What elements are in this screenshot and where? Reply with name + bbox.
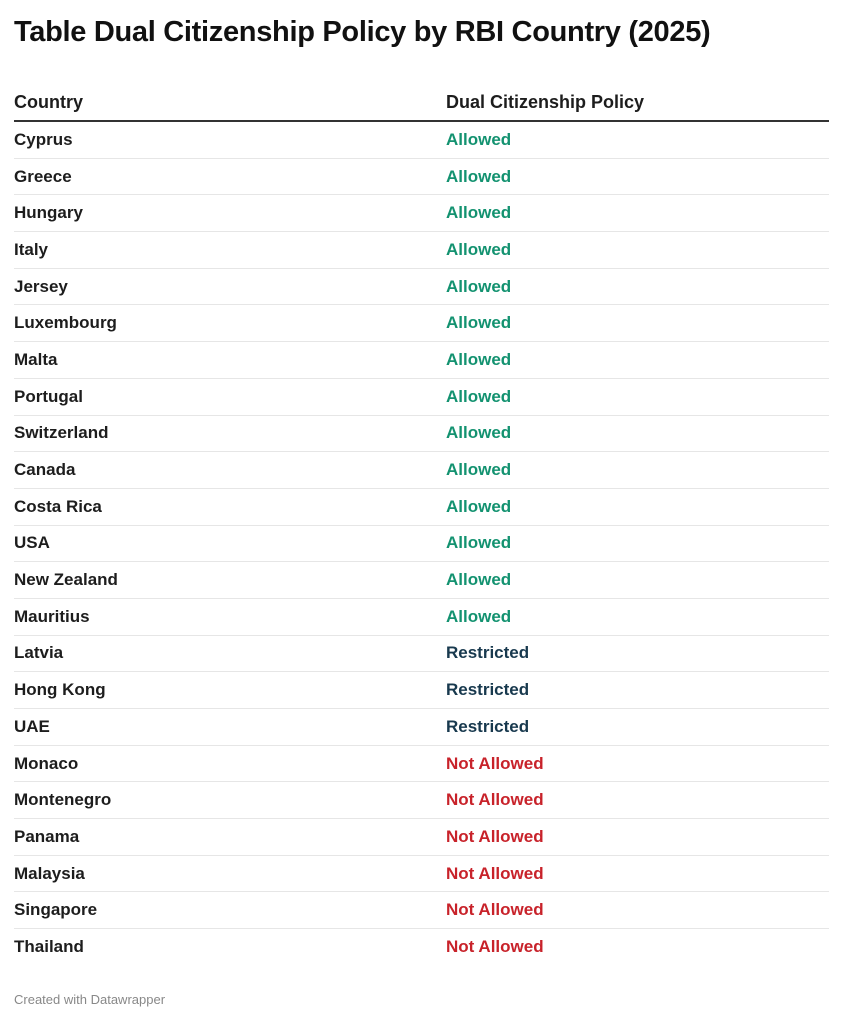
policy-cell: Allowed: [446, 166, 512, 186]
table-row: [14, 599, 829, 636]
policy-cell: Allowed: [446, 496, 512, 516]
table-row: [14, 782, 829, 819]
policy-cell: Not Allowed: [446, 753, 544, 773]
policy-cell: Allowed: [446, 423, 512, 443]
column-header-country[interactable]: Country: [14, 91, 83, 112]
policy-cell: Allowed: [446, 533, 512, 553]
country-cell: Monaco: [14, 753, 79, 773]
country-cell: Canada: [14, 460, 76, 480]
table-row: [14, 672, 829, 709]
country-cell: Hungary: [14, 203, 83, 223]
policy-cell: Allowed: [446, 276, 512, 296]
policy-cell: Not Allowed: [446, 937, 544, 957]
country-cell: Italy: [14, 239, 49, 259]
table-row: [14, 342, 829, 379]
country-cell: Malaysia: [14, 863, 85, 883]
policy-cell: Allowed: [446, 203, 512, 223]
footer-credit: Created with Datawrapper: [14, 992, 166, 1007]
country-cell: Cyprus: [14, 129, 73, 149]
country-cell: Thailand: [14, 937, 84, 957]
policy-cell: Not Allowed: [446, 900, 544, 920]
country-cell: Panama: [14, 826, 80, 846]
country-cell: Mauritius: [14, 606, 90, 626]
country-cell: UAE: [14, 716, 50, 736]
policy-cell: Restricted: [446, 716, 530, 736]
country-cell: Malta: [14, 349, 58, 369]
citizenship-table: [14, 84, 829, 966]
table-row: [14, 746, 829, 783]
country-cell: Singapore: [14, 900, 98, 920]
table-row: [14, 562, 829, 599]
table-row: [14, 636, 829, 673]
policy-cell: Allowed: [446, 460, 512, 480]
policy-cell: Not Allowed: [446, 826, 544, 846]
country-cell: Latvia: [14, 643, 64, 663]
table-row: [14, 269, 829, 306]
table-row: [14, 489, 829, 526]
policy-cell: Allowed: [446, 570, 512, 590]
policy-cell: Allowed: [446, 129, 512, 149]
country-cell: Costa Rica: [14, 496, 102, 516]
table-row: [14, 892, 829, 929]
policy-cell: Allowed: [446, 606, 512, 626]
chart-title: Table Dual Citizenship Policy by RBI Country (2025): [14, 16, 711, 48]
policy-cell: Restricted: [446, 680, 530, 700]
policy-cell: Allowed: [446, 386, 512, 406]
table-row: [14, 159, 829, 196]
table-row: [14, 452, 829, 489]
policy-cell: Restricted: [446, 643, 530, 663]
policy-cell: Allowed: [446, 239, 512, 259]
table-row: [14, 856, 829, 893]
table-row: [14, 709, 829, 746]
column-header-policy[interactable]: Dual Citizenship Policy: [446, 91, 645, 112]
country-cell: Switzerland: [14, 423, 109, 443]
country-cell: Hong Kong: [14, 680, 106, 700]
table-body: [14, 122, 829, 966]
country-cell: Jersey: [14, 276, 68, 296]
table-row: [14, 929, 829, 966]
table-row: [14, 122, 829, 159]
table-row: [14, 416, 829, 453]
country-cell: New Zealand: [14, 570, 118, 590]
table-header: [14, 84, 829, 122]
country-cell: Greece: [14, 166, 72, 186]
table-row: [14, 379, 829, 416]
country-cell: Portugal: [14, 386, 83, 406]
table-row: [14, 195, 829, 232]
country-cell: Luxembourg: [14, 313, 117, 333]
table-row: [14, 819, 829, 856]
policy-cell: Not Allowed: [446, 863, 544, 883]
policy-cell: Allowed: [446, 313, 512, 333]
table-row: [14, 232, 829, 269]
country-cell: USA: [14, 533, 50, 553]
policy-cell: Not Allowed: [446, 790, 544, 810]
table-row: [14, 526, 829, 563]
table-row: [14, 305, 829, 342]
policy-cell: Allowed: [446, 349, 512, 369]
country-cell: Montenegro: [14, 790, 112, 810]
